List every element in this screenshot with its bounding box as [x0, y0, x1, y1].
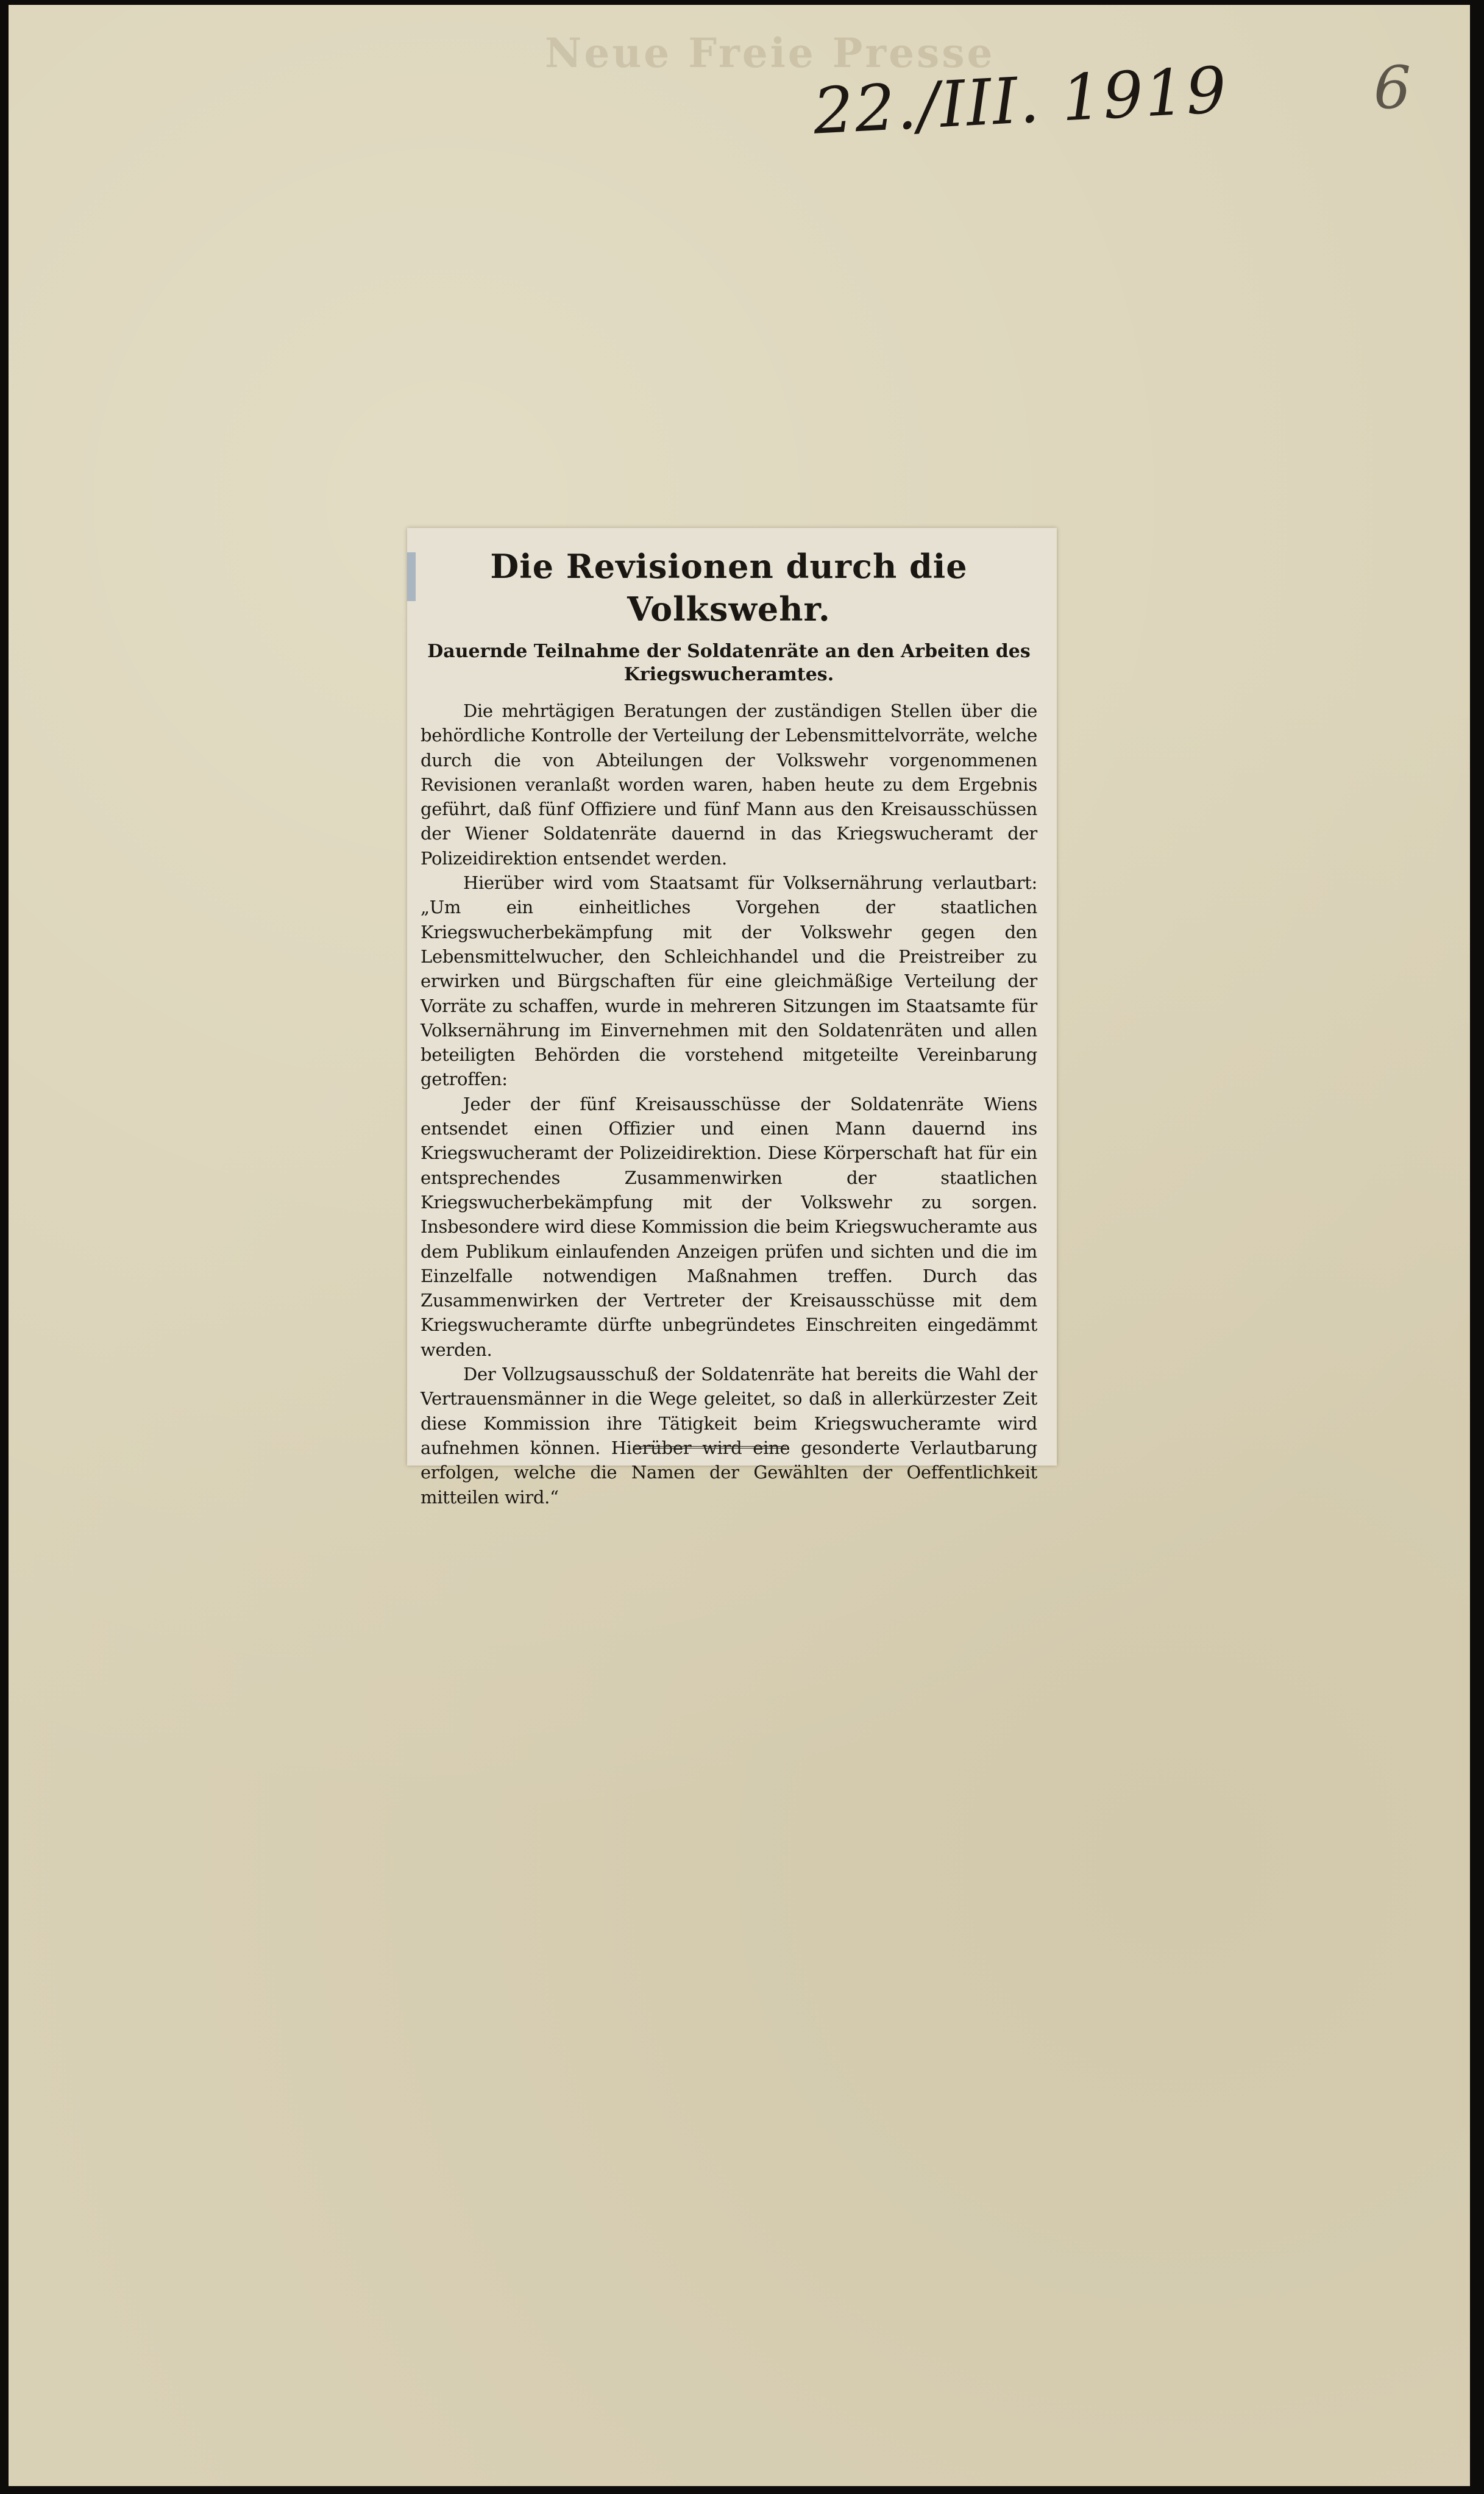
article-paragraph: Jeder der fünf Kreisausschüsse der Soldatenräte Wiens entsendet einen Offizier und einen Mann dauernd ins Kriegswucheramt der Polizeidirektion. Diese Körperschaft hat für ein entsprechendes Zusammenwirken der staatlichen Kriegswucherbekämpfung mit der Volkswehr zu sorgen. Insbesondere wird diese Kommission die beim Kriegswucheramte aus dem Publikum einlaufenden Anzeigen prüfen und sichten und die im Einzelfalle notwendigen Maßnahmen treffen. Durch das Zusammenwirken der Vertreter der Kreisausschüsse mit dem Kriegswucheramte dürfte unbegründetes Einschreiten eingedämmt werden. [421, 1093, 1038, 1360]
faded-masthead-stamp: Neue Freie Presse [545, 29, 995, 77]
clipping-subtitle: Dauernde Teilnahme der Soldatenräte an den Arbeiten des Kriegswucheramtes. [427, 641, 1031, 685]
newspaper-clipping [407, 528, 1057, 1508]
handwritten-date: 22./III. 1919 [811, 52, 1230, 149]
page-number: 6 [1374, 54, 1411, 122]
article-paragraph: Der Vollzugsausschuß der Soldatenräte hat bereits die Wahl der Vertrauensmänner in die Wege geleitet, so daß in allerkürzester Zeit diese Kommission ihre Tätigkeit beim Kriegswucheramte wird aufnehmen können. Hierüber wird eine gesonderte Verlautbarung erfolgen, welche die Namen der Gewählten der Oeffentlichkeit mitteilen wird.“ [421, 1364, 1037, 1508]
article-paragraph: Die mehrtägigen Beratungen der zuständigen Stellen über die behördliche Kontrolle der Verteilung der Lebensmittelvorräte, welche durch die von Abteilungen der Volkswehr vorgenommenen Revisionen veranlaßt worden waren, haben heute zu dem Ergebnis geführt, daß fünf Offiziere und fünf Mann aus den Kreisausschüssen der Wiener Soldatenräte dauernd in das Kriegswucheramt der Polizeidirektion entsendet werden. [421, 700, 1037, 869]
clipping-title: Die Revisionen durch die Volkswehr. [490, 547, 968, 629]
end-rule [635, 1446, 786, 1448]
article-paragraph: Hierüber wird vom Staatsamt für Volksernährung verlautbart: „Um ein einheitliches Vorgehen der staatlichen Kriegswucherbekämpfung mit der Volkswehr gegen den Lebensmittelwucher, den Schleichhandel und die Preistreiber zu erwirken und Bürgschaften für eine gleichmäßige Verteilung der Vorräte zu schaffen, wurde in mehreren Sitzungen im Staatsamte für Volksernährung im Einvernehmen mit den Soldatenräten und allen beteiligten Behörden die vorstehend mitgeteilte Vereinbarung getroffen: [421, 872, 1037, 1090]
archive-sheet [9, 5, 1470, 2486]
